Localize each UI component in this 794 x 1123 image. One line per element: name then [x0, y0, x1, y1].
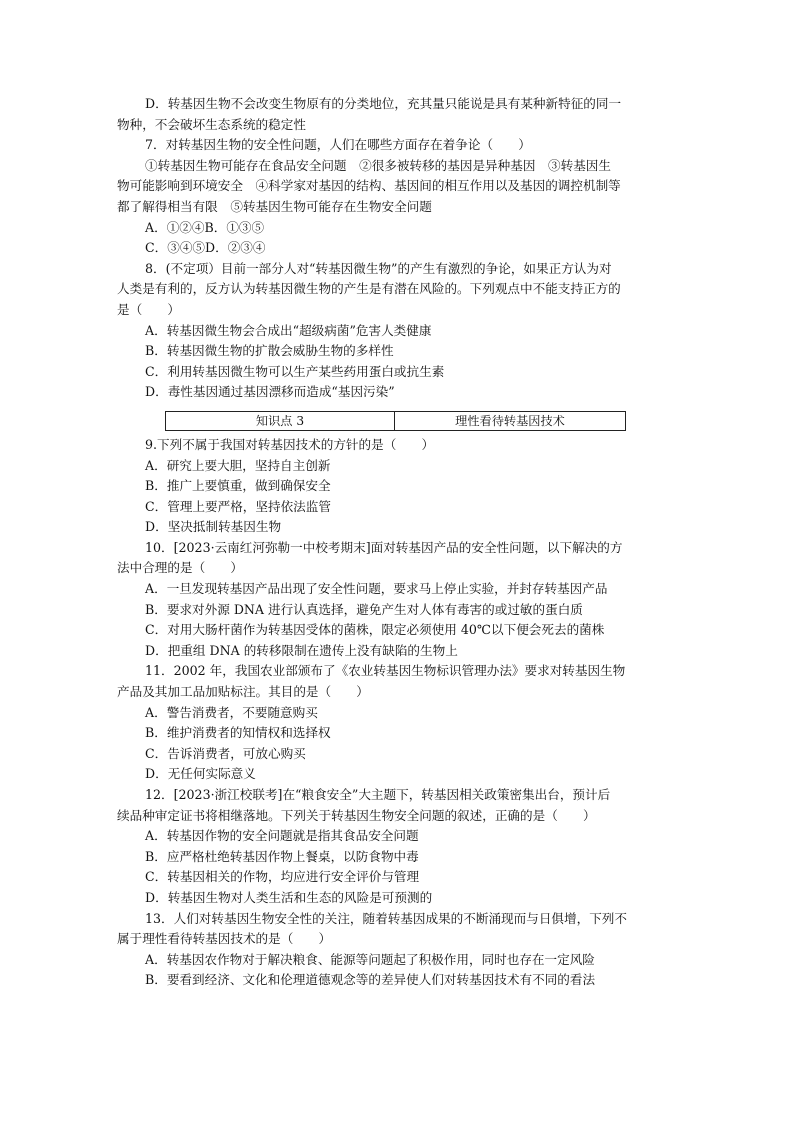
text-line: A．转基因农作物对于解决粮食、能源等问题起了积极作用，同时也存在一定风险: [145, 951, 595, 967]
text-line: 8．(不定项）目前一部分人对“转基因微生物”的产生有激烈的争论，如果正方认为对: [145, 260, 612, 276]
text-line: D．转基因生物对人类生活和生态的风险是可预测的: [145, 889, 433, 905]
text-line: C．告诉消费者，可放心购买: [145, 745, 306, 761]
text-line: C．对用大肠杆菌作为转基因受体的菌株，限定必须使用 40℃以下便会死去的菌株: [145, 622, 605, 638]
knowledge-point-table: [165, 411, 626, 431]
text-line: B．维护消费者的知情权和选择权: [145, 725, 331, 741]
text-line: 10．[2023·云南红河弥勒一中校考期末]面对转基因产品的安全性问题，以下解决的方: [145, 539, 623, 555]
text-line: 人类是有利的，反方认为转基因微生物的产生是有潜在风险的。下列观点中不能支持正方的: [117, 281, 621, 297]
text-line: 12．[2023·浙江校联考]在“粮食安全”大主题下，转基因相关政策密集出台，预计后: [145, 787, 611, 802]
text-line: B．应严格杜绝转基因作物上餐桌，以防食物中毒: [145, 848, 419, 864]
text-line: 7．对转基因生物的安全性问题，人们在哪些方面存在着争论（ ）: [145, 137, 531, 153]
text-line: B．要看到经济、文化和伦理道德观念等的差异使人们对转基因技术有不同的看法: [145, 972, 596, 988]
text-line: 产品及其加工品加贴标注。其目的是（ ）: [117, 684, 369, 700]
knowledge-point-label: 知识点 3: [166, 411, 395, 430]
text-line: 续品种审定证书将相继落地。下列关于转基因生物安全问题的叙述，正确的是（ ）: [117, 807, 596, 823]
text-line: D．把重组 DNA 的转移限制在遗传上没有缺陷的生物上: [145, 642, 458, 658]
text-line: B．转基因微生物的扩散会威胁生物的多样性: [145, 343, 394, 359]
text-line: 属于理性看待转基因技术的是（ ）: [117, 931, 332, 947]
text-line: B．要求对外源 DNA 进行认真选择，避免产生对人体有毒害的或过敏的蛋白质: [145, 601, 583, 617]
question-block-bottom: [117, 435, 677, 991]
text-line: B．推广上要慎重，做到确保安全: [145, 478, 331, 494]
question-block-top: [117, 94, 677, 403]
knowledge-point-title: 理性看待转基因技术: [395, 411, 626, 430]
text-line: A．转基因微生物会合成出“超级病菌”危害人类健康: [145, 322, 432, 338]
text-line: D．转基因生物不会改变生物原有的分类地位，充其量只能说是具有某种新特征的同一: [145, 96, 622, 111]
text-line: C．管理上要严格，坚持依法监管: [145, 498, 331, 514]
text-line: 都了解得相当有限 ⑤转基因生物可能存在生物安全问题: [117, 198, 432, 214]
text-line: C．转基因相关的作物，均应进行安全评价与管理: [145, 869, 420, 885]
text-line: 法中合理的是（ ）: [117, 560, 243, 576]
text-line: ①转基因生物可能存在食品安全问题 ②很多被转移的基因是异种基因 ③转基因生: [145, 157, 611, 173]
text-line: A．转基因作物的安全问题就是指其食品安全问题: [145, 828, 419, 844]
text-line: D．无任何实际意义: [145, 766, 256, 782]
text-line: A．①②④B．①③⑤: [145, 219, 265, 235]
text-line: C．③④⑤D．②③④: [145, 240, 266, 256]
text-line: 11．2002 年，我国农业部颁布了《农业转基因生物标识管理办法》要求对转基因生物: [145, 663, 626, 679]
text-line: 13．人们对转基因生物安全性的关注，随着转基因成果的不断涌现而与日俱增，下列不: [145, 910, 627, 926]
text-line: D．毒性基因通过基因漂移而造成“基因污染”: [145, 384, 395, 400]
text-line: D．坚决抵制转基因生物: [145, 519, 282, 535]
text-line: A．研究上要大胆，坚持自主创新: [145, 457, 331, 473]
text-line: 9.下列不属于我国对转基因技术的方针的是（ ）: [145, 436, 435, 452]
text-line: 是（ ）: [117, 301, 180, 317]
text-line: A．一旦发现转基因产品出现了安全性问题，要求马上停止实验，并封存转基因产品: [145, 581, 608, 597]
text-line: 物种，不会破坏生态系统的稳定性: [117, 116, 306, 132]
text-line: C．利用转基因微生物可以生产某些药用蛋白或抗生素: [145, 363, 445, 379]
document-content: [117, 94, 677, 991]
text-line: A．警告消费者，不要随意购买: [145, 704, 318, 720]
text-line: 物可能影响到环境安全 ④科学家对基因的结构、基因间的相互作用以及基因的调控机制等: [117, 178, 621, 194]
